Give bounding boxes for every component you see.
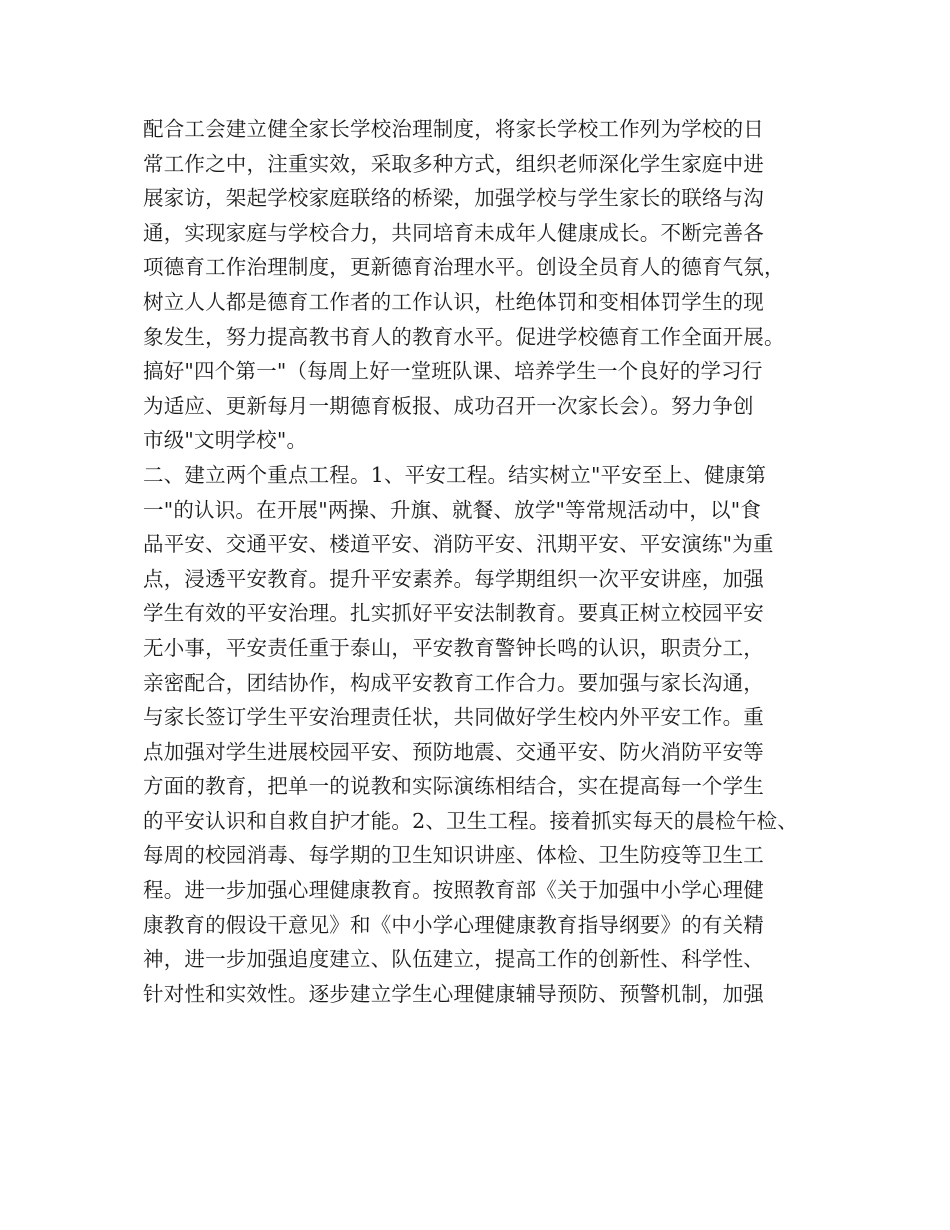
text-line: 神，进一步加强追度建立、队伍建立，提高工作的创新性、科学性、 bbox=[143, 947, 764, 972]
text-line: 树立人人都是德育工作者的工作认识，杜绝体罚和变相体罚学生的现 bbox=[143, 289, 764, 314]
text-line: 市级"文明学校"。 bbox=[143, 428, 308, 453]
text-line: 点，浸透平安教育。提升平安素养。每学期组织一次平安讲座，加强 bbox=[143, 566, 764, 591]
text-line: 配合工会建立健全家长学校治理制度，将家长学校工作列为学校的日 bbox=[143, 117, 764, 141]
text-line: 品平安、交通平安、楼道平安、消防平安、汛期平安、平安演练"为重 bbox=[143, 532, 774, 557]
text-line: 点加强对学生进展校园平安、预防地震、交通平安、防火消防平安等 bbox=[143, 739, 764, 764]
text-line: 方面的教育，把单一的说教和实际演练相结合，实在提高每一个学生 bbox=[143, 774, 764, 799]
text-line: 搞好"四个第一"（每周上好一堂班队课、培养学生一个良好的学习行 bbox=[143, 359, 763, 384]
body-text bbox=[143, 112, 823, 1011]
text-line: 常工作之中，注重实效，采取多种方式，组织老师深化学生家庭中进 bbox=[143, 151, 764, 176]
text-line: 一"的认识。在开展"两操、升旗、就餐、放学"等常规活动中，以"食 bbox=[143, 497, 762, 522]
text-line: 每周的校园消毒、每学期的卫生知识讲座、体检、卫生防疫等卫生工 bbox=[143, 843, 764, 868]
text-line: 展家访，架起学校家庭联络的桥梁，加强学校与学生家长的联络与沟 bbox=[143, 186, 764, 211]
text-line: 通，实现家庭与学校合力，共同培育未成年人健康成长。不断完善各 bbox=[143, 220, 764, 245]
text-line: 无小事，平安责任重于泰山，平安教育警钟长鸣的认识，职责分工， bbox=[143, 635, 764, 660]
text-line: 二、建立两个重点工程。1、平安工程。结实树立"平安至上、健康第 bbox=[143, 462, 767, 487]
text-line: 的平安认识和自救自护才能。2、卫生工程。接着抓实每天的晨检午检、 bbox=[143, 808, 798, 833]
text-line: 亲密配合，团结协作，构成平安教育工作合力。要加强与家长沟通， bbox=[143, 670, 764, 695]
text-line: 康教育的假设干意见》和《中小学心理健康教育指导纲要》的有关精 bbox=[143, 912, 764, 937]
text-line: 项德育工作治理制度，更新德育治理水平。创设全员育人的德育气氛， bbox=[143, 255, 785, 280]
text-line: 象发生，努力提高教书育人的教育水平。促进学校德育工作全面开展。 bbox=[143, 324, 785, 349]
text-line: 与家长签订学生平安治理责任状，共同做好学生校内外平安工作。重 bbox=[143, 705, 764, 730]
text-line: 学生有效的平安治理。扎实抓好平安法制教育。要真正树立校园平安 bbox=[143, 601, 764, 626]
text-line: 针对性和实效性。逐步建立学生心理健康辅导预防、预警机制，加强 bbox=[143, 981, 764, 1006]
text-line: 为适应、更新每月一期德育板报、成功召开一次家长会）。努力争创 bbox=[143, 393, 754, 418]
text-line: 程。进一步加强心理健康教育。按照教育部《关于加强中小学心理健 bbox=[143, 878, 764, 903]
